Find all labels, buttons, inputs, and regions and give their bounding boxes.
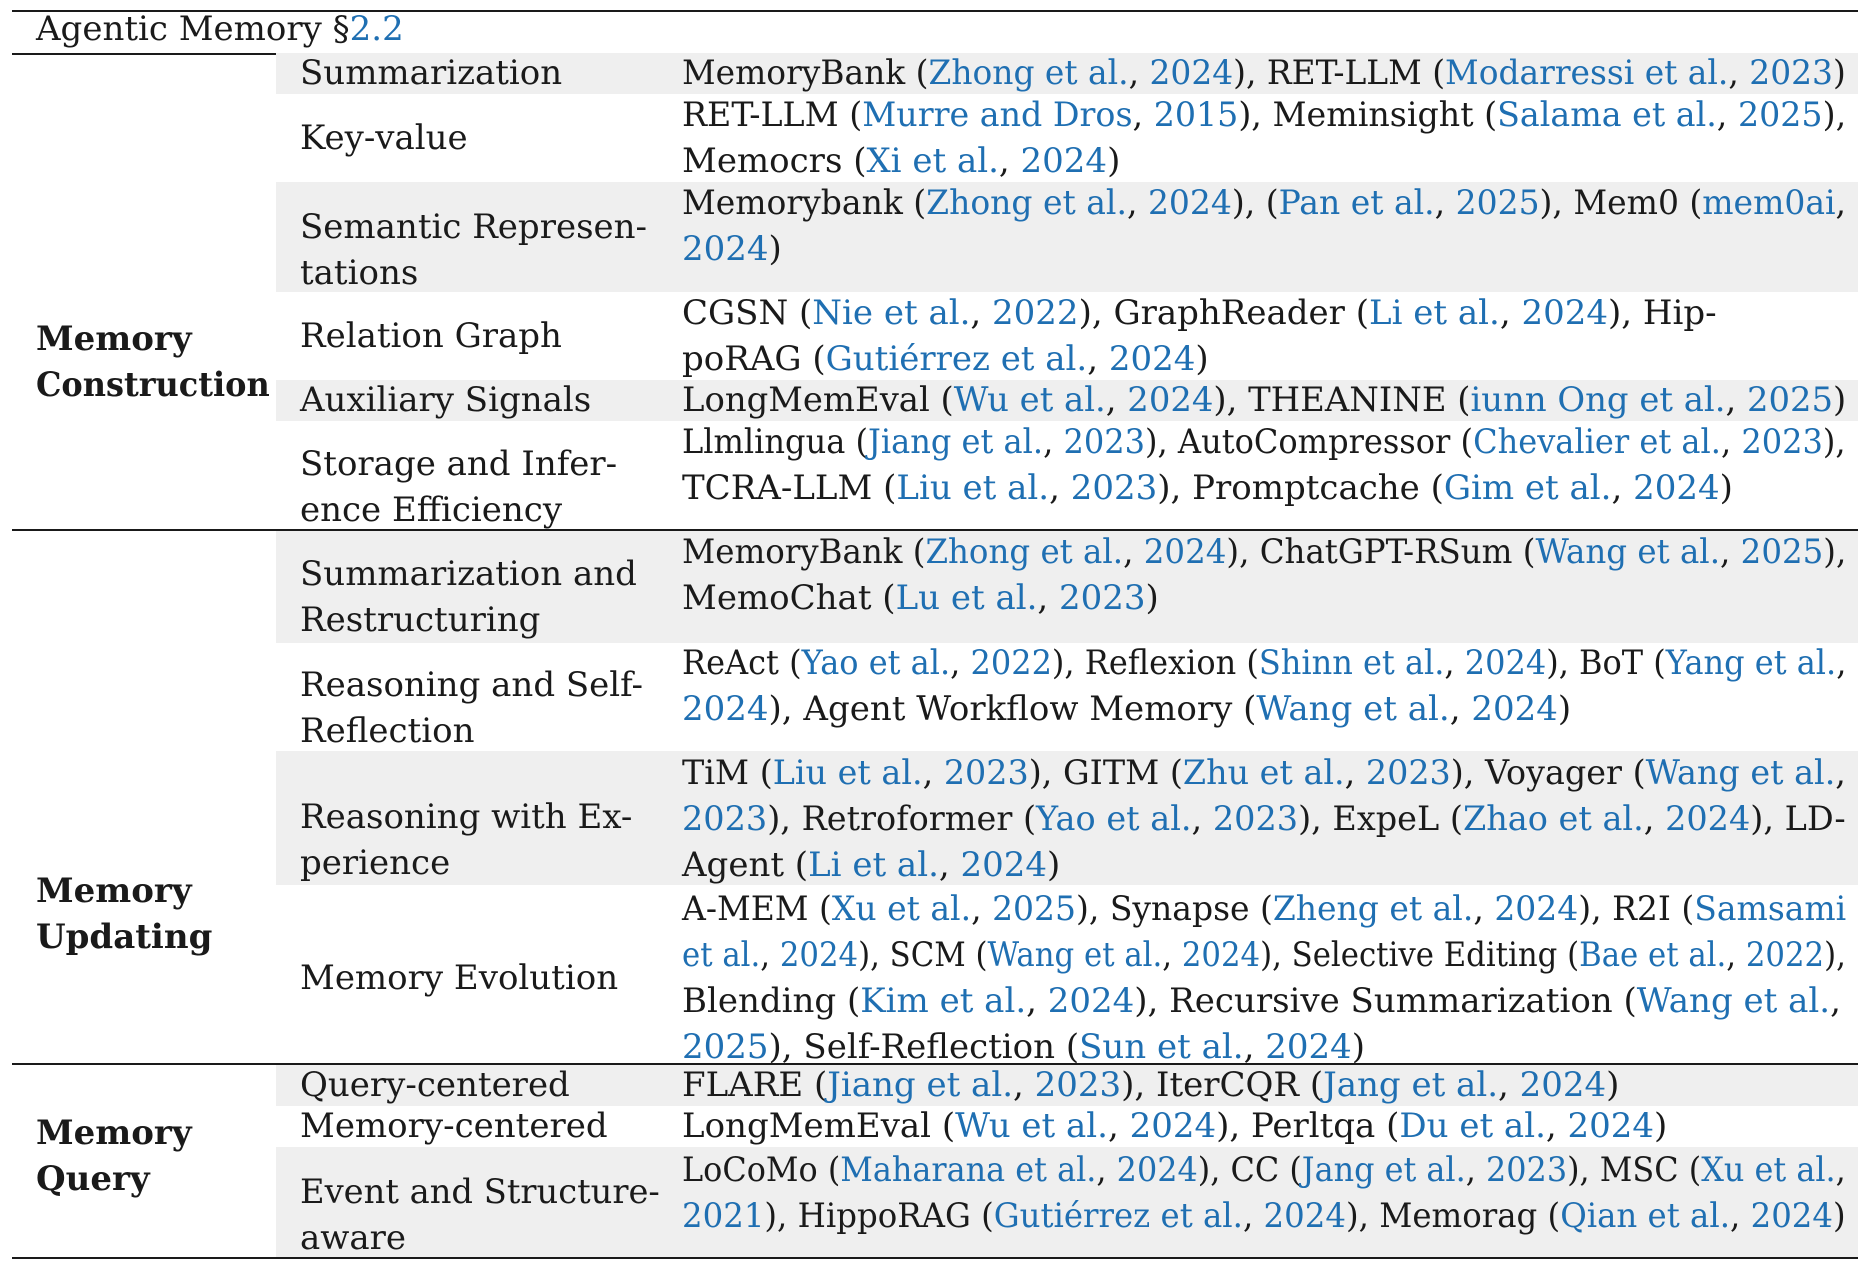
citation-link[interactable]: Wu et al. [953, 380, 1106, 420]
citation-link[interactable]: Wang et al. [1645, 753, 1836, 793]
citation-link[interactable]: Wang et al. [1636, 981, 1831, 1021]
reference-text: , [1830, 981, 1841, 1021]
reference-line [682, 750, 1846, 796]
citation-link[interactable]: 2023 [1486, 1150, 1568, 1190]
category-label: Summarization [300, 53, 563, 93]
reference-text: , [970, 293, 993, 333]
reference-text: ), Retroformer ( [767, 799, 1037, 839]
citation-link[interactable]: 2024 [960, 845, 1048, 885]
reference-text: ), LD- [1750, 799, 1846, 839]
reference-text: LongMemEval ( [682, 1106, 956, 1146]
reference-text: ), CC ( [1197, 1150, 1302, 1190]
reference-text: , [1242, 1196, 1264, 1236]
citation-link[interactable]: 2023 [1212, 799, 1299, 839]
citation-link[interactable]: 2024 [1471, 689, 1558, 729]
reference-line [682, 640, 1846, 686]
citation-link[interactable]: et al. [682, 935, 761, 975]
reference-text: MemoChat ( [682, 578, 896, 618]
reference-text: ), GraphReader ( [1078, 293, 1369, 333]
reference-text: , [1643, 799, 1666, 839]
citation-link[interactable]: Wang et al. [1256, 689, 1450, 729]
citation-link[interactable]: 2024 [1143, 532, 1227, 572]
reference-text: , [1449, 689, 1472, 729]
reference-text: , [1107, 1106, 1130, 1146]
citation-link[interactable]: 2025 [1455, 183, 1540, 223]
reference-text: ), Recursive Summarization ( [1134, 981, 1637, 1021]
reference-text: , [1465, 1150, 1487, 1190]
citation-link[interactable]: Gutiérrez et al. [825, 339, 1088, 379]
citation-link[interactable]: 2024 [1020, 141, 1108, 181]
reference-text: ), ( [1231, 183, 1279, 223]
reference-text: ), RET-LLM ( [1233, 53, 1446, 93]
citation-link[interactable]: Sun et al. [1079, 1027, 1244, 1067]
reference-line [682, 932, 1846, 978]
reference-line [682, 50, 1846, 96]
reference-text: ), IterCQR ( [1121, 1065, 1324, 1105]
reference-text: ), R2I ( [1578, 889, 1695, 929]
reference-text: , [938, 845, 961, 885]
category-label: Event and Structure- [300, 1172, 660, 1212]
reference-text: MemoryBank ( [682, 532, 926, 572]
reference-line [682, 978, 1841, 1024]
citation-link[interactable]: 2024 [682, 689, 769, 729]
category-label: ence Efficiency [300, 490, 563, 530]
citation-link[interactable]: 2024 [1633, 468, 1720, 508]
reference-text: , [1730, 1196, 1751, 1236]
citation-link[interactable]: Murre and Dros [862, 95, 1133, 135]
reference-text: ), Perltqa ( [1216, 1106, 1400, 1146]
reference-text: LongMemEval ( [682, 380, 954, 420]
category-label: Auxiliary Signals [300, 380, 592, 420]
reference-text: , [922, 753, 944, 793]
reference-line [682, 419, 1846, 465]
citation-link[interactable]: 2024 [682, 229, 769, 269]
reference-text: , [1720, 532, 1741, 572]
citation-link[interactable]: Xu et al. [831, 889, 972, 929]
reference-text: , [1096, 1150, 1117, 1190]
citation-link[interactable]: 2025 [1737, 95, 1823, 135]
reference-text: ) [1195, 339, 1209, 379]
citation-link[interactable]: 2022 [992, 293, 1079, 333]
reference-line [682, 842, 1060, 888]
citation-link[interactable]: Nie et al. [812, 293, 971, 333]
reference-text: ), [1824, 935, 1846, 975]
citation-link[interactable]: 2024 [1464, 643, 1547, 683]
reference-line [682, 180, 1846, 226]
section-title: Memory [36, 319, 192, 359]
reference-text: ReAct ( [682, 643, 802, 683]
reference-line [682, 886, 1846, 932]
reference-text: , [1498, 1065, 1520, 1105]
citation-link[interactable]: Xu et al. [1701, 1150, 1836, 1190]
reference-line [682, 92, 1846, 138]
citation-link[interactable]: 2025 [992, 889, 1077, 929]
category-label: Summarization and [300, 554, 637, 594]
citation-link[interactable]: Jiang et al. [827, 1065, 1014, 1105]
reference-text: , [1835, 183, 1847, 223]
category-label: Query-centered [300, 1065, 570, 1105]
citation-link[interactable]: 2025 [1740, 532, 1824, 572]
category-label: Restructuring [300, 600, 541, 640]
reference-text: , [1191, 799, 1213, 839]
citation-link[interactable]: Yao et al. [1036, 799, 1192, 839]
citation-link[interactable]: Modarressi et al. [1445, 53, 1729, 93]
citation-link[interactable]: Gutiérrez et al. [993, 1196, 1243, 1236]
reference-text: ), Agent Workflow Memory ( [768, 689, 1257, 729]
category-label: Storage and Infer- [300, 444, 618, 484]
category-label: tations [300, 253, 419, 293]
reference-line [682, 575, 1159, 621]
citation-link[interactable]: Yang et al. [1665, 643, 1837, 683]
reference-line [682, 1103, 1667, 1149]
citation-link[interactable]: Kim et al. [860, 981, 1027, 1021]
citation-link[interactable]: Wang et al. [1535, 532, 1721, 572]
citation-link[interactable]: 2024 [1750, 1196, 1834, 1236]
citation-link[interactable]: 2023 [943, 753, 1029, 793]
citation-link[interactable]: 2015 [1153, 95, 1239, 135]
category-label: Key-value [300, 118, 468, 158]
citation-link[interactable]: Jiang et al. [867, 422, 1044, 462]
reference-line [682, 290, 1717, 336]
reference-text: ) [1654, 1106, 1668, 1146]
reference-line [682, 796, 1846, 842]
citation-link[interactable]: Jang et al. [1323, 1065, 1499, 1105]
reference-line [682, 529, 1846, 575]
reference-text: ), Self-Reflection ( [768, 1027, 1080, 1067]
reference-text: , [1499, 293, 1522, 333]
header-section-link[interactable]: 2.2 [349, 9, 404, 49]
citation-link[interactable]: Li et al. [1369, 293, 1500, 333]
reference-text: ), GITM ( [1028, 753, 1183, 793]
category-label: Reasoning and Self- [300, 665, 644, 705]
reference-text: , [1835, 753, 1846, 793]
citation-link[interactable]: 2024 [779, 935, 859, 975]
reference-line [682, 465, 1733, 511]
category-label: Relation Graph [300, 316, 562, 356]
reference-text: , [760, 935, 780, 975]
reference-text: ), ExpeL ( [1298, 799, 1463, 839]
citation-link[interactable]: Maharana et al. [840, 1150, 1097, 1190]
reference-text: ), Voyager ( [1450, 753, 1646, 793]
citation-link[interactable]: Lu et al. [895, 578, 1038, 618]
header-label: Agentic Memory § [36, 9, 350, 49]
reference-text: ) [1047, 845, 1061, 885]
citation-link[interactable]: 2024 [1265, 1027, 1352, 1067]
reference-text: ), MSC ( [1567, 1150, 1702, 1190]
reference-text: ), [1823, 532, 1847, 572]
citation-link[interactable]: 2025 [1746, 380, 1834, 420]
citation-link[interactable]: iunn Ong et al. [1470, 380, 1726, 420]
reference-text: ) [1719, 468, 1733, 508]
reference-text: TCRA-LLM ( [682, 468, 897, 508]
citation-link[interactable]: Salama et al. [1497, 95, 1717, 135]
reference-text: , [1243, 1027, 1266, 1067]
category-label: Reasoning with Ex- [300, 797, 633, 837]
reference-text: Llmlingua ( [682, 422, 868, 462]
reference-text: ), Promptcache ( [1157, 468, 1444, 508]
reference-text: , [1716, 95, 1738, 135]
citation-link[interactable]: 2024 [1494, 889, 1579, 929]
citation-link[interactable]: Li et al. [808, 845, 939, 885]
citation-link[interactable]: Jang et al. [1301, 1150, 1466, 1190]
citation-link[interactable]: Xi et al. [866, 141, 999, 181]
reference-text: , [971, 889, 993, 929]
category-label: aware [300, 1218, 407, 1258]
citation-link[interactable]: 2023 [1749, 53, 1833, 93]
citation-link[interactable]: Liu et al. [772, 753, 923, 793]
citation-link[interactable]: 2024 [1181, 935, 1261, 975]
citation-link[interactable]: 2023 [1070, 468, 1158, 508]
citation-link[interactable]: 2024 [1263, 1196, 1346, 1236]
reference-text: , [998, 141, 1021, 181]
reference-text: , [1444, 643, 1465, 683]
citation-link[interactable]: 2024 [1127, 380, 1214, 420]
reference-text: , [1049, 468, 1071, 508]
reference-text: ), Reflexion ( [1051, 643, 1259, 683]
reference-text: , [1013, 1065, 1035, 1105]
citation-link[interactable]: Wu et al. [955, 1106, 1108, 1146]
reference-text: ) [1833, 380, 1847, 420]
citation-link[interactable]: 2024 [1108, 339, 1196, 379]
citation-link[interactable]: 2023 [1034, 1065, 1122, 1105]
citation-link[interactable]: 2022 [970, 643, 1052, 683]
reference-text: , [1611, 468, 1634, 508]
citation-link[interactable]: 2022 [1745, 935, 1825, 975]
citation-link[interactable]: 2023 [1365, 753, 1451, 793]
section-title: Updating [36, 917, 213, 957]
reference-line [682, 336, 1209, 382]
reference-text: MemoryBank ( [682, 53, 929, 93]
citation-link[interactable]: 2023 [1063, 422, 1146, 462]
reference-text: , [1162, 935, 1182, 975]
reference-text: , [1836, 643, 1847, 683]
reference-text: , [1043, 422, 1064, 462]
citation-link[interactable]: Pan et al. [1278, 183, 1435, 223]
section-title: Memory [36, 871, 192, 911]
table-header [36, 6, 404, 52]
reference-text: , [1545, 1106, 1568, 1146]
reference-text: ) [1606, 1065, 1620, 1105]
citation-link[interactable]: Yao et al. [801, 643, 951, 683]
reference-text: , [1344, 753, 1366, 793]
citation-link[interactable]: 2024 [1116, 1150, 1198, 1190]
reference-line [682, 1147, 1846, 1193]
section-title: Query [36, 1159, 150, 1199]
reference-line [682, 138, 1120, 184]
reference-text: ), HippoRAG ( [764, 1196, 994, 1236]
citation-link[interactable]: Gim et al. [1443, 468, 1612, 508]
reference-text: ), Hip- [1607, 293, 1717, 333]
reference-text: ), THEANINE ( [1213, 380, 1471, 420]
reference-text: FLARE ( [682, 1065, 828, 1105]
citation-link[interactable]: 2024 [1147, 183, 1232, 223]
reference-text: A-MEM ( [682, 889, 832, 929]
section-title: Memory [36, 1113, 192, 1153]
citation-link[interactable]: Zhu et al. [1182, 753, 1345, 793]
reference-text: , [1128, 53, 1150, 93]
reference-text: RET-LLM ( [682, 95, 863, 135]
reference-text: ) [1351, 1027, 1365, 1067]
category-label: perience [300, 843, 451, 883]
citation-link[interactable]: Chevalier et al. [1473, 422, 1721, 462]
category-label: Reflection [300, 711, 475, 751]
reference-text: , [1123, 532, 1144, 572]
category-label: Memory Evolution [300, 958, 619, 998]
reference-text: poRAG ( [682, 339, 826, 379]
table-bottom-rule [12, 1257, 1858, 1259]
citation-link[interactable]: 2025 [682, 1027, 769, 1067]
reference-text: Agent ( [682, 845, 809, 885]
reference-text: , [1434, 183, 1456, 223]
reference-text: , [1725, 380, 1747, 420]
reference-text: ), BoT ( [1546, 643, 1666, 683]
citation-link[interactable]: Qian et al. [1560, 1196, 1731, 1236]
reference-text: ), Meminsight ( [1238, 95, 1498, 135]
citation-link[interactable]: Zhong et al. [925, 532, 1124, 572]
citation-link[interactable]: 2024 [1521, 293, 1608, 333]
citation-link[interactable]: Zhong et al. [926, 183, 1127, 223]
reference-text: ) [1557, 689, 1572, 729]
citation-link[interactable]: 2024 [1665, 799, 1751, 839]
reference-text: , [1026, 981, 1048, 1021]
reference-text: ), Mem0 ( [1539, 183, 1703, 223]
citation-link[interactable]: 2023 [682, 799, 768, 839]
reference-line [682, 686, 1571, 732]
reference-text: ), ChatGPT-RSum ( [1226, 532, 1536, 572]
reference-text: ), [1822, 422, 1846, 462]
reference-text: , [1126, 183, 1148, 223]
reference-text: ), Memorag ( [1345, 1196, 1561, 1236]
citation-link[interactable]: Zheng et al. [1272, 889, 1474, 929]
reference-text: CGSN ( [682, 293, 813, 333]
citation-link[interactable]: 2023 [1741, 422, 1823, 462]
reference-text: , [1132, 95, 1154, 135]
reference-text: ), Selective Editing ( [1260, 935, 1580, 975]
reference-text: , [1835, 1150, 1846, 1190]
citation-link[interactable]: 2021 [682, 1196, 765, 1236]
reference-text: , [950, 643, 971, 683]
reference-text: , [1726, 935, 1746, 975]
reference-text: TiM ( [682, 753, 773, 793]
citation-link[interactable]: Liu et al. [896, 468, 1050, 508]
reference-text: Memocrs ( [682, 141, 867, 181]
reference-text: , [1037, 578, 1060, 618]
category-label: Semantic Represen- [300, 207, 648, 247]
citation-link[interactable]: Wang et al. [987, 935, 1163, 975]
citation-link[interactable]: Shinn et al. [1258, 643, 1445, 683]
citation-link[interactable]: Bae et al. [1579, 935, 1727, 975]
reference-text: ) [1832, 53, 1846, 93]
reference-text: , [1087, 339, 1109, 379]
citation-link[interactable]: 2024 [1129, 1106, 1217, 1146]
reference-text: ), SCM ( [858, 935, 988, 975]
citation-link[interactable]: Zhong et al. [928, 53, 1129, 93]
citation-link[interactable]: 2024 [1149, 53, 1234, 93]
reference-text: , [1720, 422, 1742, 462]
section-title: Construction [36, 365, 270, 405]
category-label: Memory-centered [300, 1106, 608, 1146]
reference-line [682, 226, 782, 272]
citation-link[interactable]: Samsami [1694, 889, 1847, 929]
reference-line [682, 1062, 1619, 1108]
reference-text: ) [1833, 1196, 1846, 1236]
reference-text: ), Synapse ( [1076, 889, 1273, 929]
reference-line [682, 1193, 1846, 1239]
reference-text: Memorybank ( [682, 183, 927, 223]
reference-text: Blending ( [682, 981, 861, 1021]
citation-link[interactable]: 2023 [1059, 578, 1146, 618]
citation-link[interactable]: 2024 [1047, 981, 1135, 1021]
citation-link[interactable]: mem0ai [1702, 183, 1836, 223]
reference-text: , [1473, 889, 1495, 929]
reference-text: , [1105, 380, 1128, 420]
reference-text: , [1728, 53, 1750, 93]
reference-line [682, 377, 1846, 423]
reference-text: LoCoMo ( [682, 1150, 841, 1190]
reference-text: ), AutoCompressor ( [1145, 422, 1474, 462]
citation-link[interactable]: 2024 [1567, 1106, 1655, 1146]
citation-link[interactable]: 2024 [1519, 1065, 1607, 1105]
reference-text: ) [768, 229, 782, 269]
citation-link[interactable]: Zhao et al. [1462, 799, 1644, 839]
reference-text: ) [1107, 141, 1121, 181]
citation-link[interactable]: Du et al. [1399, 1106, 1546, 1146]
reference-text: ) [1145, 578, 1159, 618]
reference-text: ), [1822, 95, 1847, 135]
